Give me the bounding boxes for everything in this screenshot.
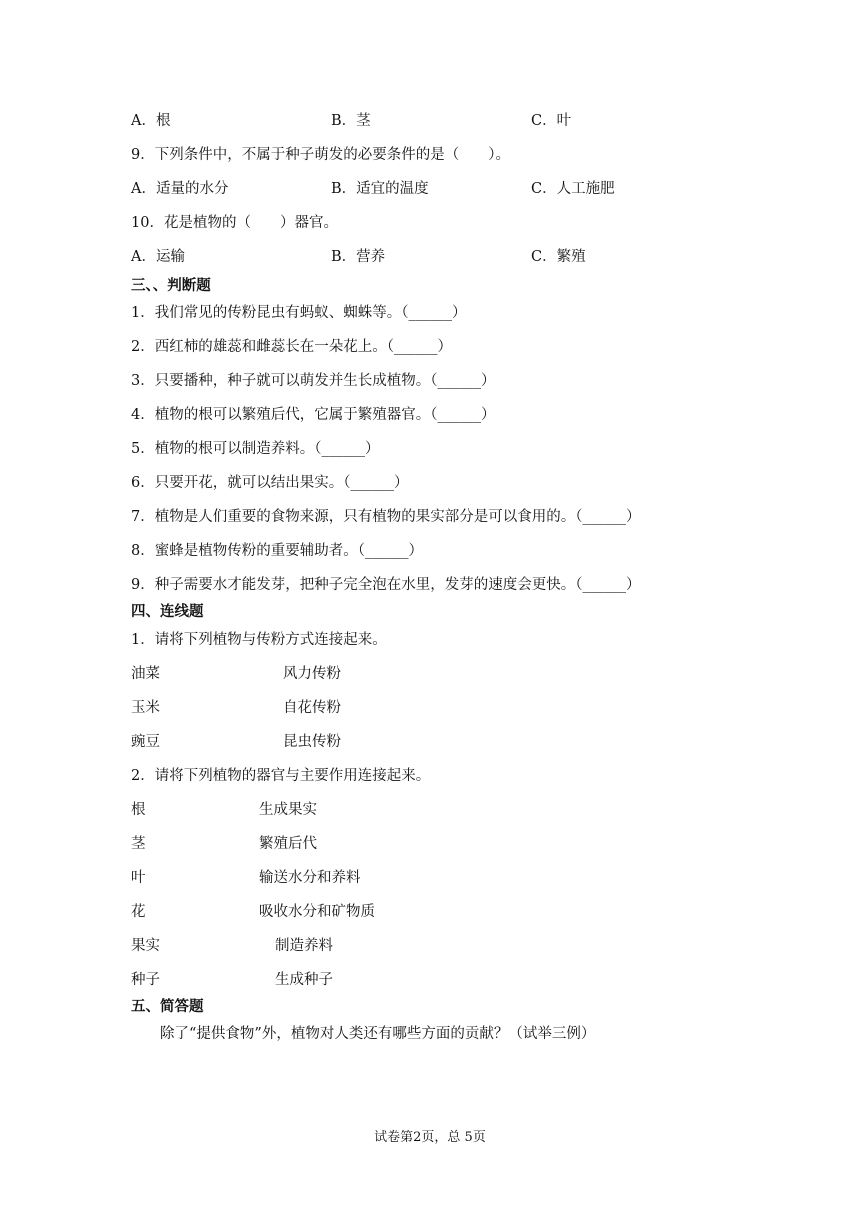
judge-item-2: 2．西红柿的雄蕊和雌蕊长在一朵花上。（______） bbox=[131, 339, 452, 355]
match-q1-right-1: 风力传粉 bbox=[283, 666, 341, 682]
section3-title: 三、、判断题 bbox=[131, 278, 211, 294]
match-q2-right-1: 生成果实 bbox=[259, 802, 317, 818]
match-q2-left-2: 茎 bbox=[131, 836, 146, 852]
match-q2-right-4: 吸收水分和矿物质 bbox=[259, 904, 375, 920]
q9-option-c: C．人工施肥 bbox=[531, 181, 615, 197]
match-q1-left-2: 玉米 bbox=[131, 700, 160, 716]
judge-item-7: 7．植物是人们重要的食物来源，只有植物的果实部分是可以食用的。（______） bbox=[131, 509, 641, 525]
match-q2-stem: 2．请将下列植物的器官与主要作用连接起来。 bbox=[131, 768, 431, 784]
match-q1-right-2: 自花传粉 bbox=[283, 700, 341, 716]
q9-option-a: A．适量的水分 bbox=[131, 181, 229, 197]
q8-option-b: B．茎 bbox=[331, 113, 371, 129]
judge-item-8: 8．蜜蜂是植物传粉的重要辅助者。（______） bbox=[131, 543, 423, 559]
q10-option-b: B．营养 bbox=[331, 249, 386, 265]
match-q2-left-6: 种子 bbox=[131, 972, 160, 988]
match-q2-right-5: 制造养料 bbox=[275, 938, 333, 954]
short-answer-question: 除了“提供食物”外，植物对人类还有哪些方面的贡献？（试举三例） bbox=[160, 1026, 596, 1042]
match-q2-right-3: 输送水分和养料 bbox=[259, 870, 361, 886]
match-q1-left-3: 豌豆 bbox=[131, 734, 160, 750]
judge-item-9: 9．种子需要水才能发芽，把种子完全泡在水里，发芽的速度会更快。（______） bbox=[131, 577, 641, 593]
match-q2-left-1: 根 bbox=[131, 802, 146, 818]
judge-item-5: 5．植物的根可以制造养料。（______） bbox=[131, 441, 380, 457]
q10-option-a: A．运输 bbox=[131, 249, 185, 265]
section5-title: 五、简答题 bbox=[131, 999, 204, 1015]
q8-option-c: C．叶 bbox=[531, 113, 572, 129]
match-q2-right-6: 生成种子 bbox=[275, 972, 333, 988]
match-q1-stem: 1．请将下列植物与传粉方式连接起来。 bbox=[131, 632, 387, 648]
q10-option-c: C．繁殖 bbox=[531, 249, 586, 265]
judge-item-3: 3．只要播种，种子就可以萌发并生长成植物。（______） bbox=[131, 373, 496, 389]
q10-stem: 10．花是植物的（ ）器官。 bbox=[131, 215, 338, 231]
match-q1-left-1: 油菜 bbox=[131, 666, 160, 682]
q9-stem: 9．下列条件中，不属于种子萌发的必要条件的是（ ）。 bbox=[131, 147, 510, 163]
judge-item-1: 1．我们常见的传粉昆虫有蚂蚁、蜘蛛等。（______） bbox=[131, 305, 467, 321]
match-q2-left-4: 花 bbox=[131, 904, 146, 920]
match-q1-right-3: 昆虫传粉 bbox=[283, 734, 341, 750]
q9-option-b: B．适宜的温度 bbox=[331, 181, 429, 197]
match-q2-right-2: 繁殖后代 bbox=[259, 836, 317, 852]
section4-title: 四、连线题 bbox=[131, 604, 204, 620]
judge-item-6: 6．只要开花，就可以结出果实。（______） bbox=[131, 475, 409, 491]
page-footer: 试卷第2页，总 5页 bbox=[374, 1130, 486, 1145]
q8-option-a: A．根 bbox=[131, 113, 171, 129]
judge-item-4: 4．植物的根可以繁殖后代，它属于繁殖器官。（______） bbox=[131, 407, 496, 423]
match-q2-left-5: 果实 bbox=[131, 938, 160, 954]
match-q2-left-3: 叶 bbox=[131, 870, 146, 886]
